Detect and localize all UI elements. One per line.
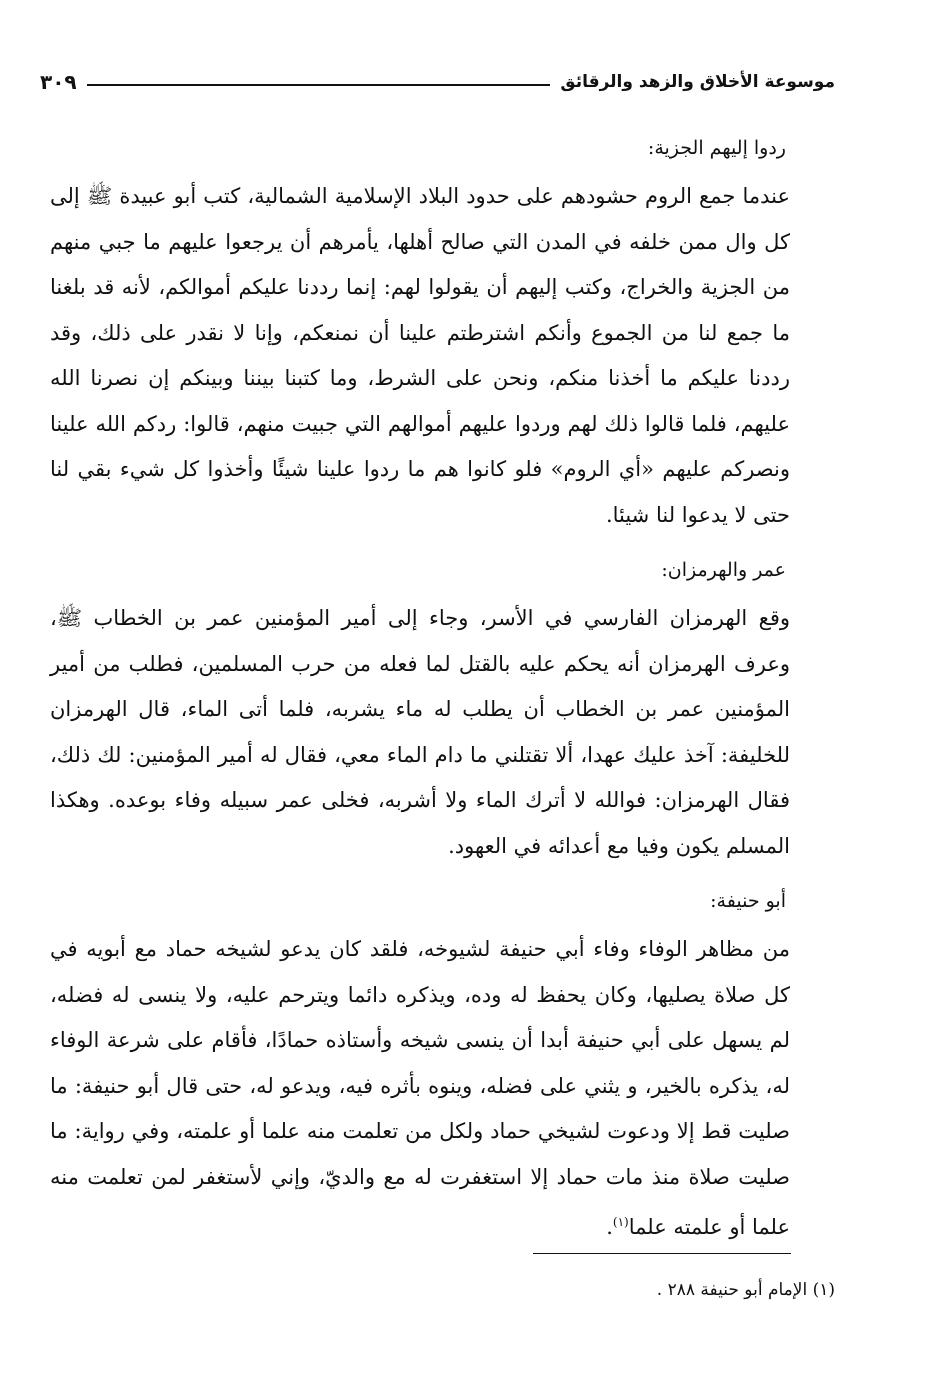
page-body bbox=[50, 128, 790, 1263]
footnote-reference[interactable]: (١) bbox=[612, 1215, 629, 1229]
footnote: (١) الإمام أبو حنيفة ٢٨٨ . bbox=[656, 1280, 835, 1300]
page-header bbox=[40, 66, 835, 98]
page-number: ٣٠٩ bbox=[40, 70, 77, 94]
section-paragraph: وقع الهرمزان الفارسي في الأسر، وجاء إلى أمير المؤمنين عمر بن الخطاب ﷺ، وعرف الهرمزان أنه يحكم عليه بالقتل لما فعله من حرب المسلمين، فطلب من أمير المؤمنين عمر بن الخطاب أن يطلب له ماء يشربه، فلما أتى الماء، قال الهرمزان للخليفة: آخذ عليك عهدا، ألا تقتلني ما دام الماء معي، فقال له أمير المؤمنين: لك ذلك، فقال الهرمزان: فوالله لا أترك الماء ولا أشربه، فخلى عمر سبيله وفاء بوعده. وهكذا المسلم يكون وفيا مع أعدائه في العهود. bbox=[50, 606, 790, 858]
header-rule bbox=[87, 84, 551, 86]
section-paragraph: عندما جمع الروم حشودهم على حدود البلاد الإسلامية الشمالية، كتب أبو عبيدة ﷺ إلى كل وال ممن خلفه في المدن التي صالح أهلها، يأمرهم أن يرجعوا عليهم ما جبي منهم من الجزية والخراج، وكتب إليهم أن يقولوا لهم: إنما رددنا عليكم أموالكم، لأنه قد بلغنا ما جمع لنا من الجموع وأنكم اشترطتم علينا أن نمنعكم، وإنا لا نقدر على ذلك، وقد رددنا عليكم ما أخذنا منكم، ونحن على الشرط، وما كتبنا بيننا وبينكم إن نصرنا الله عليهم، فلما قالوا ذلك لهم وردوا عليهم أموالهم التي جبيت منهم، قالوا: ردكم الله علينا ونصركم عليهم «أي الروم» فلو كانوا هم ما ردوا علينا شيئًا وأخذوا كل شيء بقي لنا حتى لا يدعوا لنا شيئا. bbox=[50, 184, 790, 527]
section-title: عمر والهرمزان: bbox=[661, 559, 786, 581]
section-title: ردوا إليهم الجزية: bbox=[647, 137, 786, 159]
footnote-separator bbox=[533, 1253, 791, 1254]
running-title: موسوعة الأخلاق والزهد والرقائق bbox=[560, 72, 835, 92]
section-paragraph: من مظاهر الوفاء وفاء أبي حنيفة لشيوخه، فلقد كان يدعو لشيخه حماد مع أبويه في كل صلاة يصليها، وكان يحفظ له وده، ويذكره دائما ويترحم عليه، ولا ينسى له فضله، لم يسهل على أبي حنيفة أبدا أن ينسى شيخه وأستاذه حمادًا، فأقام على شرعة الوفاء له، يذكره بالخير، و يثني على فضله، وينوه بأثره فيه، ويدعو له، حتى قال أبو حنيفة: ما صليت قط إلا ودعوت لشيخي حماد ولكل من تعلمت منه علما أو علمته، وفي رواية: ما صليت صلاة منذ مات حماد إلا استغفرت له مع والديّ، وإني لأستغفر لمن تعلمت منه علما أو علمته علما bbox=[50, 937, 790, 1239]
section-title: أبو حنيفة: bbox=[710, 890, 786, 912]
section-paragraph-container: من مظاهر الوفاء وفاء أبي حنيفة لشيوخه، فلقد كان يدعو لشيخه حماد مع أبويه في كل صلاة يصليها، وكان يحفظ له وده، ويذكره دائما ويترحم عليه، ولا ينسى له فضله، لم يسهل على أبي حنيفة أبدا أن ينسى شيخه وأستاذه حمادًا، فأقام على شرعة الوفاء له، يذكره بالخير، و يثني على فضله، وينوه بأثره فيه، ويدعو له، حتى قال أبو حنيفة: ما صليت قط إلا ودعوت لشيخي حماد ولكل من تعلمت منه علما أو علمته، وفي رواية: ما صليت صلاة منذ مات حماد إلا استغفرت له مع والديّ، وإني لأستغفر لمن تعلمت منه علما أو علمته علما$^{(١)}$. bbox=[50, 937, 790, 1239]
